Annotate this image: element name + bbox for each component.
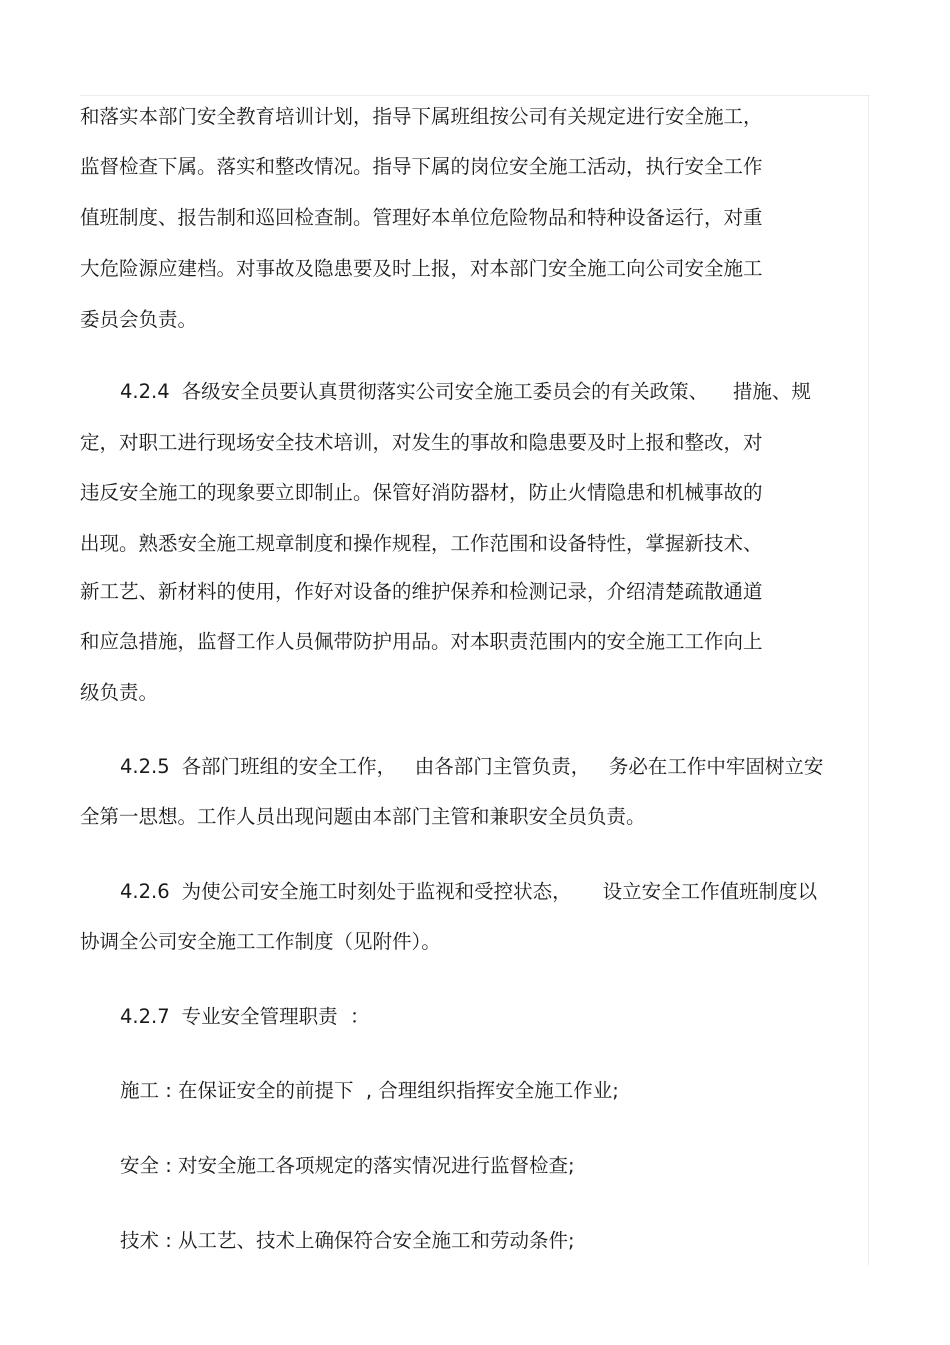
text-line: 和落实本部门安全教育培训计划，指导下属班组按公司有关规定进行安全施工， [80,105,763,128]
section-number: 4.2.6 [120,880,170,903]
page-top-border [80,95,870,96]
section-4-2-5-first-line [120,755,823,779]
text-line: 新工艺、新材料的使用，作好对设备的维护保养和检测记录，介绍清楚疏散通道 [80,580,763,603]
duty-technology: 技术 : 从工艺、技术上确保符合安全施工和劳动条件; [120,1229,575,1252]
text-line: 定，对职工进行现场安全技术培训，对发生的事故和隐患要及时上报和整改，对 [80,431,763,454]
section-number: 4.2.4 [120,380,170,403]
section-text: 各部门班组的安全工作， 由各部门主管负责， 务必在工作中牢固树立安 [181,755,824,778]
section-4-2-4-first-line [120,380,811,404]
text-line: 协调全公司安全施工工作制度（见附件）。 [80,930,441,953]
text-line: 监督检查下属。落实和整改情况。指导下属的岗位安全施工活动，执行安全工作 [80,155,763,178]
page-right-border [868,95,869,1265]
text-line: 违反安全施工的现象要立即制止。保管好消防器材，防止火情隐患和机械事故的 [80,481,763,504]
text-line: 出现。熟悉安全施工规章制度和操作规程，工作范围和设备特性，掌握新技术、 [80,532,763,555]
section-text: 各级安全员要认真贯彻落实公司安全施工委员会的有关政策、 措施、规 [181,380,811,403]
section-text: 为使公司安全施工时刻处于监视和受控状态， 设立安全工作值班制度以 [181,880,818,903]
section-4-2-7-heading [120,1005,370,1029]
section-4-2-6-first-line [120,880,817,904]
text-line: 委员会负责。 [80,308,198,331]
text-line: 和应急措施，监督工作人员佩带防护用品。对本职责范围内的安全施工工作向上 [80,630,763,653]
text-line: 值班制度、报告制和巡回检查制。管理好本单位危险物品和特种设备运行，对重 [80,206,763,229]
duty-construction: 施工 : 在保证安全的前提下 , 合理组织指挥安全施工作业; [120,1079,619,1102]
text-line: 级负责。 [80,681,159,704]
section-number: 4.2.7 [120,1005,170,1028]
duty-safety: 安全 : 对安全施工各项规定的落实情况进行监督检查; [120,1154,575,1177]
text-line: 大危险源应建档。对事故及隐患要及时上报，对本部门安全施工向公司安全施工 [80,257,763,280]
section-text: 专业安全管理职责 ： [181,1005,370,1028]
text-line: 全第一思想。工作人员出现问题由本部门主管和兼职安全员负责。 [80,805,646,828]
section-number: 4.2.5 [120,755,170,778]
